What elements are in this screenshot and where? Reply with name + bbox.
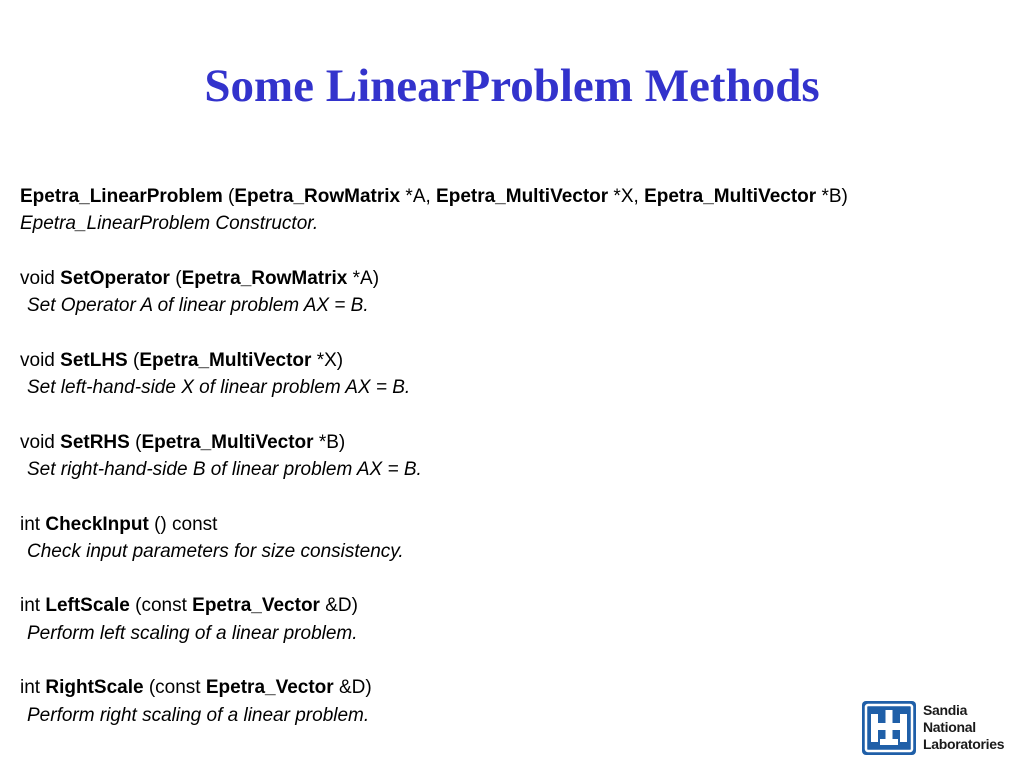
method-description-checkinput: Check input parameters for size consistency. bbox=[27, 540, 404, 562]
method-description-setrhs: Set right-hand-side B of linear problem AX = B. bbox=[27, 458, 422, 480]
method-description-setlhs: Set left-hand-side X of linear problem AX = B. bbox=[27, 377, 411, 399]
sandia-logo bbox=[862, 699, 1012, 757]
method-list bbox=[20, 183, 1020, 729]
method-name: SetLHS bbox=[60, 349, 128, 371]
method-signature-leftscale: int LeftScale (const Epetra_Vector &D) bbox=[20, 595, 358, 617]
slide-title: Some LinearProblem Methods bbox=[204, 60, 820, 112]
method-description-setoperator: Set Operator A of linear problem AX = B. bbox=[27, 295, 369, 317]
method-signature-checkinput: int CheckInput () const bbox=[20, 513, 218, 535]
method-description-rightscale: Perform right scaling of a linear problem. bbox=[27, 704, 370, 726]
method-name: SetRHS bbox=[60, 431, 130, 453]
method-name: RightScale bbox=[45, 677, 144, 699]
method-description-leftscale: Perform left scaling of a linear problem. bbox=[27, 622, 358, 644]
method-signature-setoperator: void SetOperator (Epetra_RowMatrix *A) bbox=[20, 267, 380, 289]
method-signature-rightscale: int RightScale (const Epetra_Vector &D) bbox=[20, 677, 372, 699]
constructor-description: Epetra_LinearProblem Constructor. bbox=[20, 213, 319, 235]
method-name: LeftScale bbox=[45, 595, 130, 617]
method-signature-setlhs: void SetLHS (Epetra_MultiVector *X) bbox=[20, 349, 344, 371]
sandia-thunderbird-icon bbox=[862, 701, 916, 755]
method-signature-setrhs: void SetRHS (Epetra_MultiVector *B) bbox=[20, 431, 346, 453]
constructor-signature: Epetra_LinearProblem (Epetra_RowMatrix *A, Epetra_MultiVector *X, Epetra_MultiVector *B) bbox=[20, 186, 848, 207]
logo-wordmark: Sandia National Laboratories bbox=[923, 702, 1005, 752]
constructor-name: Epetra_LinearProblem bbox=[20, 186, 223, 207]
method-name: CheckInput bbox=[45, 513, 149, 535]
method-name: SetOperator bbox=[60, 267, 170, 289]
